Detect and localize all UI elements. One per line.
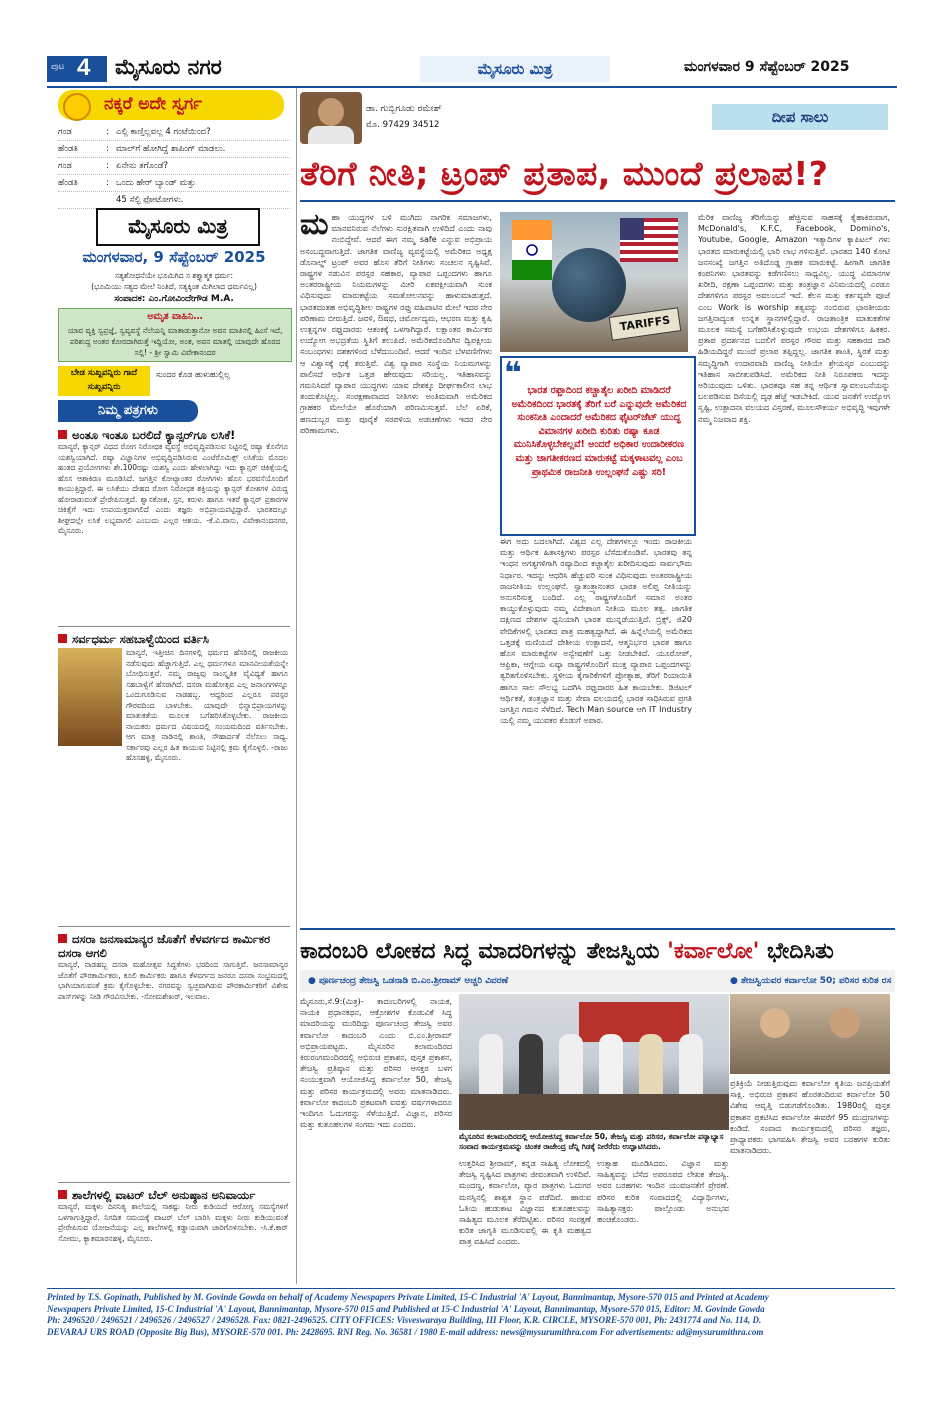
imprint-footer: Printed by T.S. Gopinath, Published by M. Govinde Gowda on behalf of Academy Newspapers Private Limited, 15-C Industrial 'A' Layout, Bannimantap, Mysore-570 015 and Printed at Academy Newspapers Private Limited, 15-C Industrial 'A' Layout, Bannimantap, Mysore-570 015 and Published at 15-C Industrial 'A' Layout, Bannimantap, Mysore-570 015, Editor: M. Govinde Gowda Ph: 2496520 / 2496521 / 2496526 / 2496527 / 2496528. Fax: 0821-2496525. CITY OFFICES: Visveswaraya Building, III Floor, K.R. CIRCLE, MYSORE-570 001, Ph: 2431774 and No. 114, D. DEVARAJ URS ROAD (Opposite Big Bus), MYSORE-570 001. Ph: 2428695. RNI Reg. No. 36581 / 1980 E-mail address: news@mysurumithra.com For advertisements: ad@mysurumithra.com (47, 1292, 769, 1337)
proverb-box (58, 366, 290, 396)
humor-dialogue (58, 124, 290, 209)
humor-banner (58, 90, 284, 120)
dialogue-line: ಹೆಂಡತಿ : ಮಾಲ್‌ಗೆ ಹೋಗಿದ್ದೆ ಶಾಪಿಂಗ್ ಮಾಡಲು. (58, 141, 290, 158)
subhead-left: ● ಪೂರ್ಣಚಂದ್ರ ತೇಜಸ್ವಿ ಒಡನಾಡಿ ಬಿ.ಎಂ.ಶ್ರೀರಾಮ್ ಅಚ್ಚರಿ ವಿವರಣೆ (308, 976, 509, 986)
letter-item (58, 932, 288, 1002)
amrita-quote-box (58, 308, 292, 362)
story-column-1: ಮೈಸೂರು,ಸೆ.9:(ಮಿತ್ರ)- ಕಾದಂಬರಿಗಳಲ್ಲಿ ನಾಯಕ, ನಾಯಕಿ ಪ್ರಧಾನಕಥನ, ಆಕ್ರೋಶಗಳ ಕೊಡುವಿಕೆ ಸಿದ್ಧ ಮಾದರಿಯನ್ನು ಮುರಿದಿದ್ದು ಪೂರ್ಣಚಂದ್ರ ತೇಜಸ್ವಿ ಅವರ ಕರ್ವಾಲೋ ಕಾದಂಬರಿ ಎಂದು ಬಿ.ಎಂ.ಶ್ರೀರಾಮ್ ಅಭಿಪ್ರಾಯಪಟ್ಟರು. ಮೈಸೂರಿನ ಕಲಾಮಂದಿರದ ಕಿರುರಂಗಮಂದಿರದಲ್ಲಿ ಅಭಿರುಚಿ ಪ್ರಕಾಶನ, ಪುಸ್ತಕ ಪ್ರಕಾಶನ, ತೇಜಸ್ವಿ ಪ್ರತಿಷ್ಠಾನ ಮತ್ತು ಪರಿಸರ ಆಸಕ್ತರ ಬಳಗ ಸಂಯುಕ್ತವಾಗಿ ಆಯೋಜಿಸಿದ್ದ ಕರ್ವಾಲೋ 50, ತೇಜಸ್ವಿ ಮತ್ತು ಪರಿಸರ ಕಾರ್ಯಕ್ರಮದಲ್ಲಿ ಅವರು ಮಾತನಾಡಿದರು. ಕರ್ವಾಲೋ ಕಾದಂಬರಿ ಪ್ರಕಟವಾಗಿ ಐವತ್ತು ವರ್ಷಗಳಾದರೂ ಇಂದಿಗೂ ಓದುಗರನ್ನು ಸೆಳೆಯುತ್ತಿದೆ. ವಿಜ್ಞಾನ, ಪರಿಸರ ಮತ್ತು ಕುತೂಹಲಗಳ ಸಂಗಮ ಇದು ಎಂದರು. (300, 997, 452, 1130)
masthead-logo: ಮೈಸೂರು ಮಿತ್ರ (420, 56, 610, 82)
column-name: ದೀಪ ಸಾಲು (712, 104, 888, 130)
dialogue-line: ಗಂಡ : ಎಲ್ಲಿ ಕಾಣ್ತಿಲ್ಲವಲ್ಲ 4 ಗಂಟೆಯಿಂದ? (58, 124, 290, 141)
letter-body: ಮಾನ್ಯರೆ, ನಾಡಹಬ್ಬ ದಸರಾ ಮಹೋತ್ಸವ ಸಿದ್ಧತೆಗಳು ಭರದಿಂದ ಸಾಗುತ್ತಿವೆ. ಜನಸಾಮಾನ್ಯರ ಜೊತೆಗೆ ಪೌರಕಾರ್ಮಿಕರು, ಕೂಲಿ ಕಾರ್ಮಿಕರು ಹಾಗೂ ಕೆಳವರ್ಗದ ಜನರೂ ದಸರಾ ಸಂಭ್ರಮದಲ್ಲಿ ಭಾಗಿಯಾಗುವಂತೆ ಕ್ರಮ ಕೈಗೊಳ್ಳಬೇಕು. ನಗರವನ್ನು ಸ್ವಚ್ಛವಾಗಿಡುವ ಪೌರಕಾರ್ಮಿಕರಿಗೆ ವಿಶೇಷ ಪಾಸ್‌ಗಳನ್ನು ನೀಡಿ ಗೌರವಿಸಬೇಕು. -ಸೋಮಶೇಖರ್, ಇಲವಾಲ. (58, 960, 288, 1001)
story-column-2: ಉತ್ತರಿಸಿದ ಶ್ರೀರಾಮ್, ಕನ್ನಡ ಸಾಹಿತ್ಯ ಲೋಕದಲ್ಲಿ ತೇಜಸ್ವಿ ಸೃಷ್ಟಿಸಿದ ಪಾತ್ರಗಳು ಜೀವಂತವಾಗಿ ಉಳಿದಿವೆ. ಮಂದಣ್ಣ, ಕರ್ವಾಲೋ, ಪ್ಯಾರ ಪಾತ್ರಗಳು ಓದುಗರ ಮನಸ್ಸಿನಲ್ಲಿ ಶಾಶ್ವತ ಸ್ಥಾನ ಪಡೆದಿವೆ. ಹಾರುವ ಓತಿಯ ಹುಡುಕಾಟ ವಿಜ್ಞಾನದ ಕುತೂಹಲವನ್ನು ಸಾಹಿತ್ಯದ ಮೂಲಕ ತೆರೆದಿಟ್ಟಿತು. ಪರಿಸರ ಸಂರಕ್ಷಣೆ ಕುರಿತ ಜಾಗೃತಿ ಮೂಡಿಸುವಲ್ಲಿ ಈ ಕೃತಿ ಮಹತ್ವದ ಪಾತ್ರ ವಹಿಸಿದೆ ಎಂದರು. (459, 1159, 591, 1247)
editor-credit: ಸಂಪಾದಕ: ಎಂ.ಗೋವಿಂದೇಗೌಡ M.A. (114, 294, 234, 304)
dialogue-line: 45 ಸೆಲ್ಫಿ ಫೋಟೋಗಳು. (58, 192, 290, 209)
page-number-box (47, 56, 107, 82)
letter-item (58, 1188, 288, 1244)
pull-quote-text: ಭಾರತ ರಫ್ತಾದಿಂದ ಕಚ್ಚಾತೈಲ ಖರೀದಿ ಮಾಡಿದರೆ ಅಮೆರಿಕದಿಂದ ಭಾರತಕ್ಕೆ ತೆರಿಗೆ ಬರೆ ಎನ್ನುವುದೇ ಅಮೆರಿಕದ ಸುಂಕನೀತಿ ಎಂದಾದರೆ ಅಮೆರಿಕದ ಫೈಟರ್‌ಜೆಟ್ ಯುದ್ಧ ವಿಮಾನಗಳ ಖರೀದಿ ಕುರಿತು ರಷ್ಯಾ ಕೂಡ ಮುನಿಸಿಕೊಳ್ಳಬೇಕಲ್ಲವೆ! ಅಂದರೆ ಅಧಿಕಾರ ಉದಾರೀಕರಣ ಮತ್ತು ಜಾಗತೀಕರಣದ ಮಾರುಕಟ್ಟೆ ಮಕ್ಕಳಾಟವಲ್ಲ ಎಂಬ ಪ್ರಾಥಮಿಕ ರಾಜನೀತಿ ಉಲ್ಲಂಘನೆ ಎಷ್ಟು ಸರಿ! (511, 385, 687, 478)
letter-item (58, 632, 288, 764)
dialogue-line: ಹೆಂಡತಿ : ಒಂದು ಹೇರ್ ಬ್ಯಾಂಡ್ ಮತ್ತು (58, 175, 290, 192)
laughing-face-icon (63, 93, 91, 121)
article-column-3: ಮೆರಿಕ ವಾಣಿಜ್ಯ ತೆರಿಗೆಯನ್ನು ಹೆಚ್ಚಿಸುವ ಸಾಹಸಕ್ಕೆ ಕೈಹಾಕಿರುವಾಗ, McDonald's, K.F.C, Facebook, Domino's, Youtube, Google, Amazon ಇತ್ಯಾದಿಗಳ ಕ್ಯಾಪಿಟಲ್ ಗಳು ಭಾರತದ ಮಾರುಕಟ್ಟೆಯಲ್ಲಿ ಭಾರಿ ಲಾಭ ಗಳಿಸುತ್ತಿವೆ. ಭಾರತದ 140 ಕೋಟಿ ಜನಸಂಖ್ಯೆ ಜಗತ್ತಿನ ಅತಿದೊಡ್ಡ ಗ್ರಾಹಕ ಮಾರುಕಟ್ಟೆ. ಹೀಗಾಗಿ ಜಾಗತಿಕ ಕಂಪನಿಗಳು ಭಾರತವನ್ನು ಕಡೆಗಣಿಸಲು ಸಾಧ್ಯವಿಲ್ಲ. ಯುದ್ಧ ವಿಮಾನಗಳ ಖರೀದಿ, ರಕ್ಷಣಾ ಒಪ್ಪಂದಗಳು ಮತ್ತು ತಂತ್ರಜ್ಞಾನ ವಿನಿಮಯದಲ್ಲಿ ಎರಡೂ ದೇಶಗಳಿಗೂ ಪರಸ್ಪರ ಅವಲಂಬನೆ ಇದೆ. ಕೆಲಸ ಮತ್ತು ಕರ್ತವ್ಯವೇ ಪೂಜೆ ಎಂಬ Work is worship ತತ್ವವನ್ನು ನಂಬಿರುವ ಭಾರತೀಯರು ಜಗತ್ತಿನಾದ್ಯಂತ ಉನ್ನತ ಸ್ಥಾನಗಳಲ್ಲಿದ್ದಾರೆ. ರಾಜತಾಂತ್ರಿಕ ಮಾತುಕತೆಗಳ ಮೂಲಕ ಸಮಸ್ಯೆ ಬಗೆಹರಿಸಿಕೊಳ್ಳುವುದೇ ಉಭಯ ದೇಶಗಳಿಗೂ ಹಿತಕರ. ಪ್ರತಾಪ ಪ್ರದರ್ಶನದ ಬದಲಿಗೆ ಪರಸ್ಪರ ಗೌರವ ಮತ್ತು ಸಹಕಾರದ ದಾರಿ ಹಿಡಿಯದಿದ್ದರೆ ಮುಂದೆ ಪ್ರಲಾಪ ತಪ್ಪಿದ್ದಲ್ಲ. ಜಾಗತಿಕ ಶಾಂತಿ, ಸ್ಥಿರತೆ ಮತ್ತು ಸಮೃದ್ಧಿಗಾಗಿ ಉದಾರವಾದಿ ವಾಣಿಜ್ಯ ನೀತಿಯೇ ಶ್ರೇಯಸ್ಕರ ಎಂಬುದನ್ನು ಇತಿಹಾಸ ಸಾಬೀತುಪಡಿಸಿದೆ. ಅಮೆರಿಕದ ನೀತಿ ನಿರೂಪಕರು ಇದನ್ನು ಅರಿಯುವುದು ಒಳಿತು. ಭಾರತವೂ ಸಹ ತನ್ನ ಆರ್ಥಿಕ ಸ್ವಾವಲಂಬನೆಯನ್ನು ಬಲಪಡಿಸುವ ದಿಸೆಯಲ್ಲಿ ದೃಢ ಹೆಜ್ಜೆ ಇಡಬೇಕಿದೆ. ಯುವ ಜನತೆಗೆ ಉದ್ಯೋಗ ಸೃಷ್ಟಿ, ಉತ್ಪಾದನಾ ವಲಯದ ವಿಸ್ತರಣೆ, ಮೂಲಸೌಕರ್ಯ ಅಭಿವೃದ್ಧಿ ಇವುಗಳೇ ನಮ್ಮ ನಿಜವಾದ ಶಕ್ತಿ. (698, 213, 890, 424)
banner-backdrop (579, 1002, 689, 1042)
letter-body: ಮಾನ್ಯರೆ, ಇತ್ತೀಚಿನ ದಿನಗಳಲ್ಲಿ ಧರ್ಮದ ಹೆಸರಿನಲ್ಲಿ ರಾಜಕೀಯ ನಡೆಸುವುದು ಹೆಚ್ಚಾಗುತ್ತಿದೆ. ಎಲ್ಲ ಧರ್ಮಗಳೂ ಮಾನವೀಯತೆಯನ್ನೇ ಬೋಧಿಸುತ್ತವೆ. ನಮ್ಮ ರಾಜ್ಯವು ಸಾಂಸ್ಕೃತಿಕ ವೈವಿಧ್ಯತೆ ಹಾಗೂ ಸಹಬಾಳ್ವೆಗೆ ಹೆಸರಾಗಿದೆ. ದಸರಾ ಮಹೋತ್ಸವ ಎಲ್ಲ ಜನಾಂಗಗಳನ್ನೂ ಒಂದುಗೂಡಿಸುವ ನಾಡಹಬ್ಬ. ಆದ್ದರಿಂದ ಎಲ್ಲರೂ ಪರಸ್ಪರ ಗೌರವದಿಂದ ಬಾಳಬೇಕು. ಯಾವುದೇ ಭಿನ್ನಾಭಿಪ್ರಾಯಗಳನ್ನು ಮಾತುಕತೆಯ ಮೂಲಕ ಬಗೆಹರಿಸಿಕೊಳ್ಳಬೇಕು. ರಾಜಕೀಯ ನಾಯಕರು ಧರ್ಮದ ವಿಷಯದಲ್ಲಿ ಸಂಯಮದಿಂದ ವರ್ತಿಸಬೇಕು. ಆಗ ಮಾತ್ರ ನಾಡಿನಲ್ಲಿ ಶಾಂತಿ, ಸೌಹಾರ್ದತೆ ನೆಲೆಸಲು ಸಾಧ್ಯ. ಸರ್ಕಾರವು ಎಲ್ಲರ ಹಿತ ಕಾಯುವ ನಿಟ್ಟಿನಲ್ಲಿ ಕ್ರಮ ಕೈಗೊಳ್ಳಲಿ. -ರಾಜು ಹೊಸಹಳ್ಳಿ, ಮೈಸೂರು. (126, 648, 288, 762)
story-column-4: ಪ್ರತಿಕ್ರಿಯೆ ನೀಡುತ್ತಿರುವುದು ಕರ್ವಾಲೋ ಕೃತಿಯ ಜನಪ್ರಿಯತೆಗೆ ಸಾಕ್ಷಿ. ಅಭಿರುಚಿ ಪ್ರಕಾಶನ ಹೊರತಂದಿರುವ ಕರ್ವಾಲೋ 50 ವಿಶೇಷ ಆವೃತ್ತಿ ಬಿಡುಗಡೆಗೊಂಡಿತು. 1980ರಲ್ಲಿ ಪುಸ್ತಕ ಪ್ರಕಾಶನ ಪ್ರಕಟಿಸಿದ ಕರ್ವಾಲೋ ಈವರೆಗೆ 95 ಮುದ್ರಣಗಳನ್ನು ಕಂಡಿದೆ. ಸಂವಾದ ಕಾರ್ಯಕ್ರಮದಲ್ಲಿ ಪರಿಸರ ತಜ್ಞರು, ಪ್ರಾಧ್ಯಾಪಕರು ಭಾಗವಹಿಸಿ ತೇಜಸ್ವಿ ಅವರ ಬರಹಗಳ ಕುರಿತು ಮಾತನಾಡಿದರು. (730, 1079, 890, 1156)
proverb-label: ಬೇಡ ಸುಖ್ಖವನ್ನಿರು ಗಾದೆ ಸುಖ್ಖವನ್ನಿರು (58, 366, 150, 396)
issue-date: ಮಂಗಳವಾರ 9 ಸೆಪ್ಟೆಂಬರ್ 2025 (684, 59, 850, 75)
event-photo (459, 994, 729, 1130)
proverb-text: ಸುಂದರ ಕೊಡ ಹುಳುಹುಲ್ಲಿಲ್ಲ (156, 370, 231, 379)
usa-flag-icon (620, 218, 678, 262)
author-name: ಡಾ. ಗುಬ್ಬಿಗೂಡು ರಮೇಶ್ (366, 104, 442, 114)
pull-quote (500, 356, 696, 536)
section-title: ಮೈಸೂರು ನಗರ (115, 55, 222, 79)
masthead-box-motto: ಸತ್ಯಶೋಧನೆಯೇ ಭೂಮಿಗಿದ ಸ ಶಕ್ತ್ಯಾತ್ಮಕ ಧರ್ಮ: (ಭೂಮಿಯು ಸತ್ಯದ ಮೇಲೆ ನಿಂತಿದೆ, ಸತ್ಯಕ್ಕಿಂತ ಮಿಗಿಲಾದ ಧರ್ಮವಿಲ್ಲ) (91, 271, 257, 291)
bullet-square-icon (58, 1190, 67, 1199)
speaker-photo (730, 994, 890, 1074)
footer-rule (47, 1288, 895, 1289)
subhead-right: ● ತೇಜಸ್ವಿಯವರ ಕರ್ವಾಲೋ 50; ಪರಿಸರ ಕುರಿತ ರಸ (730, 976, 892, 986)
letter-item (58, 428, 288, 537)
humor-title: ನಕ್ಕರೆ ಅದೇ ಸ್ವರ್ಗ (104, 94, 203, 114)
letters-section-tab: ನಿಮ್ಮ ಪತ್ರಗಳು (58, 400, 198, 422)
bullet-square-icon (58, 934, 67, 943)
masthead-box-date: ಮಂಗಳವಾರ, 9 ಸೆಪ್ಟೆಂಬರ್ 2025 (82, 248, 266, 266)
drop-cap: ಮ (300, 212, 329, 242)
dialogue-line: ಗಂಡ : ಏನೇನು ತಗೊಂಡೆ? (58, 158, 290, 175)
letter-body: ಮಾನ್ಯರೆ, ಮಕ್ಕಳು ದಿನನಿತ್ಯ ಶಾಲೆಯಲ್ಲಿ ಸಾಕಷ್ಟು ನೀರು ಕುಡಿಯದೆ ಆರೋಗ್ಯ ಸಮಸ್ಯೆಗಳಿಗೆ ಒಳಗಾಗುತ್ತಿದ್ದಾರೆ. ನಿಗದಿತ ಸಮಯಕ್ಕೆ ವಾಟರ್ ಬೆಲ್ ಬಾರಿಸಿ ಮಕ್ಕಳು ನೀರು ಕುಡಿಯುವಂತೆ ಪ್ರೇರೇಪಿಸುವ ಯೋಜನೆಯನ್ನು ಎಲ್ಲ ಶಾಲೆಗಳಲ್ಲಿ ಕಡ್ಡಾಯವಾಗಿ ಜಾರಿಗೊಳಿಸಬೇಕು. -ಸಿ.ಕೆ.ಕಾರ್ ಸೋಮು, ಕ್ಯಾತಮಾರನಹಳ್ಳಿ, ಮೈಸೂರು. (58, 1202, 288, 1243)
quote-mark-icon: ❝ (504, 356, 522, 391)
headline-rule (300, 200, 895, 202)
story-column-3: ಉತ್ಸಾಹ ಮೂಡಿಸಿದರು. ವಿಜ್ಞಾನ ಮತ್ತು ಸಾಹಿತ್ಯವನ್ನು ಬೆಸೆದ ಅಪರೂಪದ ಲೇಖಕ ತೇಜಸ್ವಿ. ಅವರ ಬರಹಗಳು ಇಂದಿನ ಯುವಜನತೆಗೆ ಪ್ರೇರಣೆ. ಪರಿಸರ ಕುರಿತ ಸಂವಾದದಲ್ಲಿ ವಿದ್ಯಾರ್ಥಿಗಳು, ಸಾಹಿತ್ಯಾಸಕ್ತರು ಪಾಲ್ಗೊಂಡು ಅನುಭವ ಹಂಚಿಕೊಂಡರು. (597, 1159, 729, 1225)
author-photo (300, 92, 362, 144)
letter-title: ಶಾಲೆಗಳಲ್ಲಿ ವಾಟರ್ ಬೆಲ್ ಅನುಷ್ಠಾನ ಅನಿವಾರ್ಯ (72, 1188, 256, 1202)
amrita-title: ಅಮೃತ ವಾಹಿನಿ… (147, 311, 203, 322)
article-column-2: ಈಗ ಅದು ಬದಲಾಗಿದೆ. ವಿಶ್ವದ ಎಲ್ಲ ದೇಶಗಳಲ್ಲೂ ಇಂದು ರಾಜಕೀಯ ಮತ್ತು ಆರ್ಥಿಕ ಹಿತಾಸಕ್ತಿಗಳು ಪರಸ್ಪರ ಬೆಸೆದುಕೊಂಡಿವೆ. ಭಾರತವು ತನ್ನ ಇಂಧನ ಅಗತ್ಯಗಳಿಗಾಗಿ ರಷ್ಯಾದಿಂದ ಕಚ್ಚಾತೈಲ ಖರೀದಿಸುವುದು ಸಾರ್ವಭೌಮ ನಿರ್ಧಾರ. ಇದನ್ನು ಆಧರಿಸಿ ಹೆಚ್ಚುವರಿ ಸುಂಕ ವಿಧಿಸುವುದು ಅಂತರರಾಷ್ಟ್ರೀಯ ರಾಜನೀತಿಯ ಉಲ್ಲಂಘನೆ. ಸ್ವಾತಂತ್ರ್ಯಾನಂತರ ಭಾರತ ಅಲಿಪ್ತ ನೀತಿಯನ್ನು ಅನುಸರಿಸುತ್ತ ಬಂದಿದೆ. ಎಲ್ಲ ರಾಷ್ಟ್ರಗಳೊಂದಿಗೆ ಸಮಾನ ಅಂತರ ಕಾಯ್ದುಕೊಳ್ಳುವುದು ನಮ್ಮ ವಿದೇಶಾಂಗ ನೀತಿಯ ಮೂಲ ತತ್ವ. ಜಾಗತಿಕ ದಕ್ಷಿಣದ ದೇಶಗಳ ಧ್ವನಿಯಾಗಿ ಭಾರತ ಮುನ್ನಡೆಯುತ್ತಿದೆ. ಬ್ರಿಕ್ಸ್, ಜಿ20 ವೇದಿಕೆಗಳಲ್ಲಿ ಭಾರತದ ಪಾತ್ರ ಮಹತ್ವದ್ದಾಗಿದೆ. ಈ ಹಿನ್ನೆಲೆಯಲ್ಲಿ ಅಮೆರಿಕದ ಒತ್ತಡಕ್ಕೆ ಮಣಿಯದೆ ದೇಶೀಯ ಉತ್ಪಾದನೆ, ಆತ್ಮನಿರ್ಭರ ಭಾರತ ಹಾಗೂ ಹೊಸ ಮಾರುಕಟ್ಟೆಗಳ ಅನ್ವೇಷಣೆಗೆ ಒತ್ತು ನೀಡಬೇಕಿದೆ. ಯೂರೋಪ್, ಆಫ್ರಿಕಾ, ಆಗ್ನೇಯ ಏಷ್ಯಾ ರಾಷ್ಟ್ರಗಳೊಂದಿಗೆ ಮುಕ್ತ ವ್ಯಾಪಾರ ಒಪ್ಪಂದಗಳನ್ನು ತ್ವರಿತಗೊಳಿಸಬೇಕು. ಸ್ಥಳೀಯ ಕೈಗಾರಿಕೆಗಳಿಗೆ ಪ್ರೋತ್ಸಾಹ, ತೆರಿಗೆ ರಿಯಾಯಿತಿ ಹಾಗೂ ಸಾಲ ಸೌಲಭ್ಯ ಒದಗಿಸಿ ರಫ್ತುದಾರರ ಹಿತ ಕಾಯಬೇಕು. ಡಿಜಿಟಲ್ ಆರ್ಥಿಕತೆ, ತಂತ್ರಜ್ಞಾನ ಮತ್ತು ಸೇವಾ ವಲಯದಲ್ಲಿ ಭಾರತ ಸಾಧಿಸಿರುವ ಪ್ರಗತಿ ಜಗತ್ತಿನ ಗಮನ ಸೆಳೆದಿದೆ. Tech Man source ಆಗಿ IT Industry ಯಲ್ಲಿ ನಮ್ಮ ಯುವಕರ ಕೊಡುಗೆ ಅಪಾರ. (500, 537, 692, 726)
letter-body: ಮಾನ್ಯರೆ, ಕ್ಯಾನ್ಸರ್ ವಿಧದ ರೋಗ ನಿರೋಧಕ ವ್ಯವಸ್ಥೆ ಅಭಿವೃದ್ಧಿಪಡಿಸುವ ನಿಟ್ಟಿನಲ್ಲಿ ರಷ್ಯಾ ಕೊನೆಗೂ ಯಶಸ್ವಿಯಾಗಿದೆ. ರಷ್ಯಾ ವಿಜ್ಞಾನಿಗಳ ಅಭಿವೃದ್ಧಿಪಡಿಸಿರುವ ಎಂಟೆರೊಮಿಕ್ಸ್ ಲಸಿಕೆಯ ಮೊದಲ ಹಂತದ ಪ್ರಯೋಗಗಳು ಶೇ.100ರಷ್ಟು ಯಶಸ್ವಿ ಎಂದು ಹೇಳಲಾಗಿದ್ದು ಇದು ಕ್ಯಾನ್ಸರ್ ಚಿಕಿತ್ಸೆಯಲ್ಲಿ ಹೊಸ ಆಶಾಕಿರಣ ಮೂಡಿಸಿದೆ. ಜಗತ್ತಿನ ಕೋಟ್ಯಾಂತರ ರೋಗಿಗಳು ಹೊಸ ಭರವಸೆಯೊಂದಿಗೆ ಕಾಯುತ್ತಿದ್ದಾರೆ. ಈ ಲಸಿಕೆಯು ದೇಹದ ರೋಗ ನಿರೋಧಕ ಶಕ್ತಿಯನ್ನು ಕ್ಯಾನ್ಸರ್ ಕೋಶಗಳ ವಿರುದ್ಧ ಹೋರಾಡುವಂತೆ ಪ್ರೇರೇಪಿಸುತ್ತದೆ. ಶ್ವಾಸಕೋಶ, ಸ್ತನ, ಕರುಳು ಹಾಗೂ ಇತರೆ ಕ್ಯಾನ್ಸರ್ ಪ್ರಕಾರಗಳ ಚಿಕಿತ್ಸೆಗೆ ಇದು ಉಪಯುಕ್ತವಾಗಲಿದೆ ಎಂದು ತಜ್ಞರು ಅಭಿಪ್ರಾಯಪಟ್ಟಿದ್ದಾರೆ. ಭಾರತದಲ್ಲೂ ಶೀಘ್ರದಲ್ಲೇ ಲಸಿಕೆ ಲಭ್ಯವಾಗಲಿ ಎಂಬುದು ಎಲ್ಲರ ಆಶಯ. -ಕೆ.ವಿ.ವಾಸು, ವಿವೇಕಾನಂದನಗರ, ಮೈಸೂರು. (58, 442, 288, 535)
divider (58, 626, 290, 627)
main-headline: ತೆರಿಗೆ ನೀತಿ; ಟ್ರಂಪ್ ಪ್ರತಾಪ, ಮುಂದೆ ಪ್ರಲಾಪ!? (300, 154, 829, 193)
india-flag-icon (512, 220, 552, 280)
dasara-photo (58, 648, 122, 746)
author-phone: ಮೊ. 97429 34512 (366, 120, 440, 130)
column-divider (296, 88, 297, 1284)
story-subheads (300, 970, 895, 992)
page-label: ಪುಟ (51, 62, 65, 72)
tariffs-tag: TARIFFS (609, 307, 682, 341)
bullet-square-icon (58, 634, 67, 643)
page-number: 4 (77, 54, 91, 81)
letter-title: ಅಂತೂ ಇಂತೂ ಬರಲಿದೆ ಕ್ಯಾನ್ಸರ್‌ಗೂ ಲಸಿಕೆ! (72, 428, 236, 442)
amrita-text: ಯಾವ ವ್ಯಕ್ತಿ ಸ್ವಪ್ರಜ್ಞೆ, ಸ್ವವ್ಯವಸ್ಥೆ ನೆಲೆಯನ್ನಿ ಮಾತಾಡುತ್ತಾನೋ ಅವನ ಮಾತಿನಲ್ಲಿ ಹಿಂಸೆ ಇದೆ, ಪರಿಶುದ್ಧ ಅಂತರ ಕೋರದಾಗಿರುತ್ತೆ ಇದ್ದಿಯೋ, ಅಂತ, ಅವನ ಮಾತಲ್ಲಿ ಯಾವುದೇ ಹೊರದ ಸಲ್ಲಿ! - ಶ್ರೀ ಸ್ವಾಮಿ ವಿವೇಕಾನಂದರ (67, 326, 283, 357)
globe-icon (552, 248, 626, 322)
header-rule (47, 86, 897, 88)
letter-title: ಸರ್ವಧರ್ಮ ಸಹಬಾಳ್ವೆಯಿಂದ ವರ್ತಿಸಿ (72, 632, 209, 646)
divider (58, 926, 290, 927)
story-headline: ಕಾದಂಬರಿ ಲೋಕದ ಸಿದ್ಧ ಮಾದರಿಗಳನ್ನು ತೇಜಸ್ವಿಯ 'ಕರ್ವಾಲೋ' ಭೇದಿಸಿತು (300, 939, 834, 964)
letter-title: ದಸರಾ ಜನಸಾಮಾನ್ಯರ ಜೊತೆಗೆ ಕೆಳವರ್ಗದ ಕಾರ್ಮಿಕರ ದಸರಾ ಆಗಲಿ (58, 932, 271, 960)
masthead-box-title: ಮೈಸೂರು ಮಿತ್ರ (96, 208, 260, 246)
bullet-square-icon (58, 430, 67, 439)
article-column-1: ಮಹಾ ಯುದ್ಧಗಳ ಬಳಿ ಮುಗಿದು ನಾಗರಿಕ ಸಮಾಜಗಳು, ಮಾನವನಿರುವ ನೆಲೆಗಳು ಸುರಕ್ಷಿತವಾಗಿ ಉಳಿದಿದೆ ಎಂದು ನಾವು ನಂಬಿದ್ದೇವೆ. ಆದರೆ ಈಗ ನಮ್ಮ safe ಎನ್ನುವ ಅಭಿಪ್ರಾಯ ಅಸಂಬದ್ಧವಾಗುತ್ತಿದೆ. ಜಾಗತಿಕ ವಾಣಿಜ್ಯ ವ್ಯವಸ್ಥೆಯಲ್ಲಿ ಅಮೆರಿಕದ ಅಧ್ಯಕ್ಷ ಡೊನಾಲ್ಡ್ ಟ್ರಂಪ್ ಅವರ ಹೊಸ ತೆರಿಗೆ ನೀತಿಗಳು ಸಂಚಲನ ಸೃಷ್ಟಿಸಿವೆ. ರಾಷ್ಟ್ರಗಳ ನಡುವಿನ ಪರಸ್ಪರ ಸಹಕಾರ, ವ್ಯಾಪಾರ ಒಪ್ಪಂದಗಳು ಹಾಗೂ ಅಂತರರಾಷ್ಟ್ರೀಯ ನಿಯಮಗಳನ್ನು ಮೀರಿ ಏಕಪಕ್ಷೀಯವಾಗಿ ಸುಂಕ ವಿಧಿಸುವುದು ಮಾರುಕಟ್ಟೆಯ ಸಮತೋಲನವನ್ನು ಹಾಳುಮಾಡುತ್ತದೆ. ಭಾರತದಂತಹ ಅಭಿವೃದ್ಧಿಶೀಲ ರಾಷ್ಟ್ರಗಳ ರಫ್ತು ವಹಿವಾಟಿನ ಮೇಲೆ ಇದರ ನೇರ ಪರಿಣಾಮ ಬೀರುತ್ತಿದೆ. ಜವಳಿ, ಔಷಧ, ಚರ್ಮೋದ್ಯಮ, ಆಭರಣ ಮತ್ತು ಕೃಷಿ ಉತ್ಪನ್ನಗಳ ರಫ್ತುದಾರರು ಆತಂಕಕ್ಕೆ ಒಳಗಾಗಿದ್ದಾರೆ. ಲಕ್ಷಾಂತರ ಕಾರ್ಮಿಕರ ಉದ್ಯೋಗ ಅಭದ್ರತೆಯ ಸ್ಥಿತಿಗೆ ತಲುಪಿದೆ. ಅಮೆರಿಕದೊಂದಿಗಿನ ದ್ವಿಪಕ್ಷೀಯ ಸಂಬಂಧಗಳು ದಶಕಗಳಿಂದ ಬೆಳೆದುಬಂದಿವೆ. ಆದರೆ ಇಂದಿನ ಬೆಳವಣಿಗೆಗಳು ಆ ವಿಶ್ವಾಸಕ್ಕೆ ಧಕ್ಕೆ ತರುತ್ತಿವೆ. ವಿಶ್ವ ವ್ಯಾಪಾರ ಸಂಸ್ಥೆಯ ನಿಯಮಗಳನ್ನು ಪಾಲಿಸದೆ ಆರ್ಥಿಕ ಒತ್ತಡ ಹೇರುವುದು ಸರಿಯಲ್ಲ. ಇತಿಹಾಸವನ್ನು ಗಮನಿಸಿದರೆ ವ್ಯಾಪಾರ ಯುದ್ಧಗಳು ಯಾವ ದೇಶಕ್ಕೂ ದೀರ್ಘಕಾಲೀನ ಲಾಭ ತಂದುಕೊಟ್ಟಿಲ್ಲ. ಸಂರಕ್ಷಣಾವಾದದ ನೀತಿಗಳು ಅಂತಿಮವಾಗಿ ಅಮೆರಿಕದ ಗ್ರಾಹಕರ ಮೇಲೆಯೇ ಹೊರೆಯಾಗಿ ಪರಿಣಮಿಸುತ್ತವೆ. ಬೆಲೆ ಏರಿಕೆ, ಹಣದುಬ್ಬರ ಮತ್ತು ಪೂರೈಕೆ ಸರಪಳಿಯ ಅಡಚಣೆಗಳು ಇದರ ನೇರ ಪರಿಣಾಮಗಳು. (300, 212, 492, 435)
section-rule (300, 928, 895, 930)
tariffs-illustration (500, 212, 688, 352)
photo-caption: ಮೈಸೂರಿನ ಕಲಾಮಂದಿರದಲ್ಲಿ ಆಯೋಜಿಸಿದ್ದ ಕರ್ವಾಲೋ 50, ತೇಜಸ್ವಿ ಮತ್ತು ಪರಿಸರ, ಕರ್ವಾಲೋ ಪಠ್ಯಾಭ್ಯಾಸ ಸಂವಾದ ಕಾರ್ಯಕ್ರಮವನ್ನು ಚಿಂತಕ ರಾಜೇಂದ್ರ ಚೆನ್ನಿ ಗಿಡಕ್ಕೆ ನೀರೆರೆದು ಉದ್ಘಾಟಿಸಿದರು. (459, 1132, 724, 1151)
divider (58, 1182, 290, 1183)
